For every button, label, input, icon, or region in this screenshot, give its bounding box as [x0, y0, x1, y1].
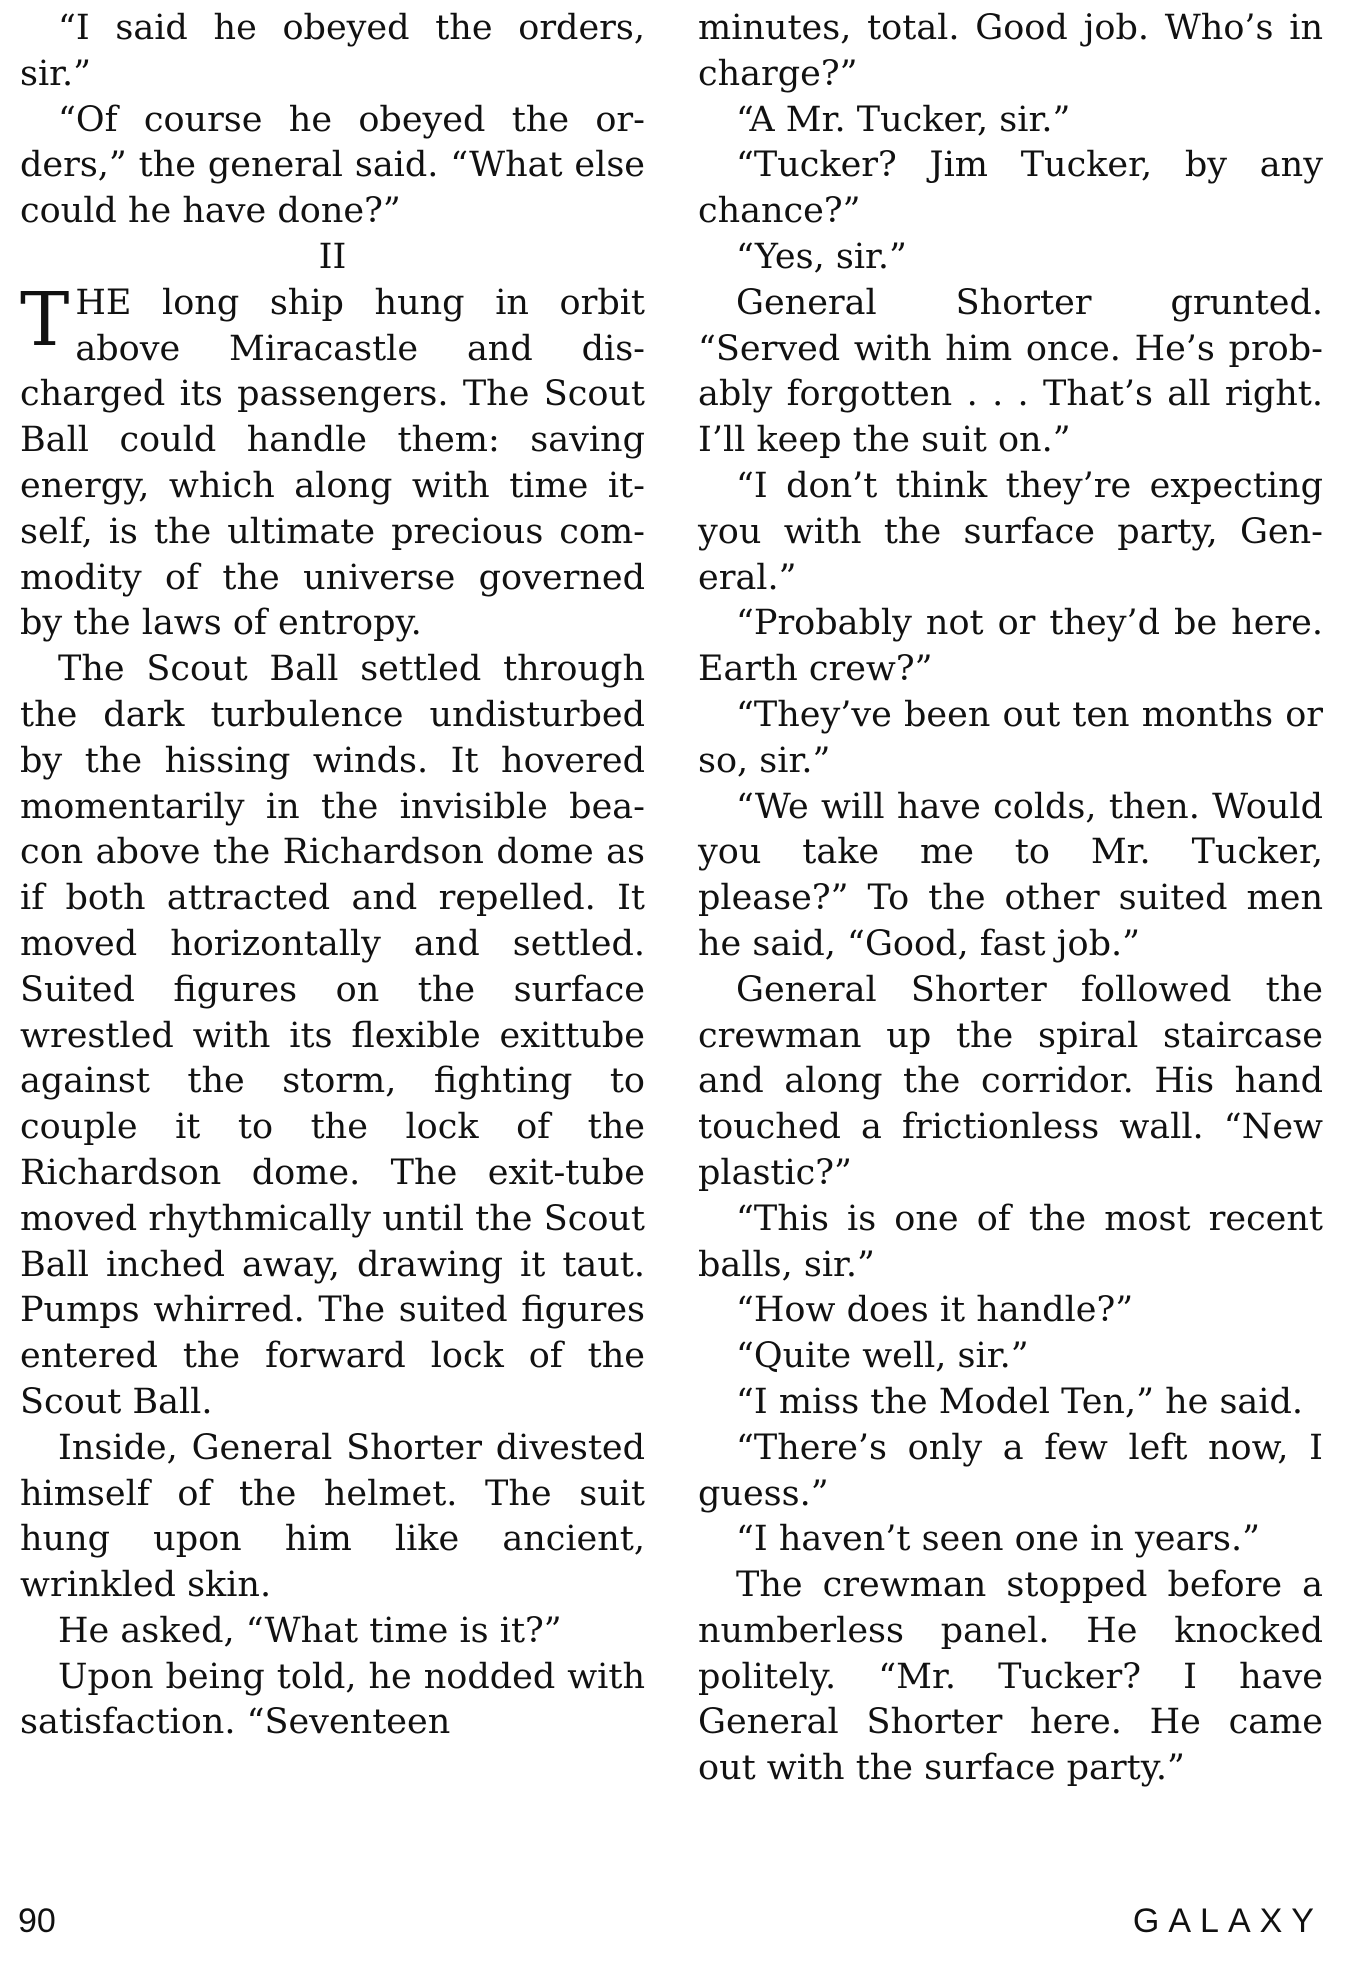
right-column	[698, 6, 1323, 1792]
paragraph-text: HE long ship hung in orbit above Miracastle and discharged its passengers. The Scout Ball could handle them: saving energy, which along with time itself, is the ultimate precious commodity of the universe governed by the laws of entropy.	[20, 282, 645, 644]
paragraph: “I haven’t seen one in years.”	[736, 1519, 1261, 1560]
paragraph: “Of course he obeyed the orders,” the general said. “What else could he have done?”	[20, 99, 645, 232]
paragraph: “How does it handle?”	[736, 1290, 1134, 1331]
paragraph: “I miss the Model Ten,” he said.	[736, 1381, 1304, 1422]
paragraph: “Tucker? Jim Tucker, by any chance?”	[698, 145, 1323, 232]
paragraph: “Yes, sir.”	[736, 236, 907, 277]
paragraph: The Scout Ball settled through the dark turbulence undisturbed by the hissing winds. It hovered momentarily in the invisible beacon above the Richardson dome as if both attracted and repelled. It moved horizontally and settled. Suited figures on the surface wrestled with its flexible exittube against the storm, fighting to couple it to the lock of the Richardson dome. The exit-tube moved rhythmically until the Scout Ball inched away, drawing it taut. Pumps whirred. The suited figures entered the forward lock of the Scout Ball.	[20, 649, 645, 1422]
paragraph: minutes, total. Good job. Who’s in charge?”	[698, 8, 1323, 94]
paragraph: General Shorter grunted. “Served with him once. He’s probably forgotten . . . That’s all right. I’ll keep the suit on.”	[698, 282, 1323, 461]
magazine-title: GALAXY	[1132, 1902, 1323, 1940]
paragraph: “Probably not or they’d be here. Earth crew?”	[698, 603, 1323, 690]
paragraph: “I said he obeyed the orders, sir.”	[20, 8, 645, 94]
paragraph: He asked, “What time is it?”	[58, 1610, 562, 1651]
paragraph: “I don’t think they’re expecting you with the surface party, General.”	[698, 465, 1323, 598]
paragraph: “There’s only a few left now, I guess.”	[698, 1427, 1323, 1514]
paragraph: Inside, General Shorter divested himself of the helmet. The suit hung upon him like ancient, wrinkled skin.	[20, 1427, 645, 1606]
paragraph: “Quite well, sir.”	[736, 1336, 1029, 1377]
page-number: 90	[18, 1902, 56, 1940]
section-heading: II	[318, 236, 347, 277]
drop-cap: T	[20, 276, 70, 363]
paragraph: General Shorter followed the crewman up the spiral staircase and along the corridor. His hand touched a frictionless wall. “New plastic?”	[698, 969, 1323, 1193]
left-column	[20, 6, 645, 1746]
paragraph: “We will have colds, then. Would you take me to Mr. Tucker, please?” To the other suited men he said, “Good, fast job.”	[698, 786, 1323, 964]
paragraph: The crewman stopped before a numberless panel. He knocked politely. “Mr. Tucker? I have General Shorter here. He came out with the surface party.”	[698, 1565, 1323, 1789]
paragraph: “A Mr. Tucker, sir.”	[736, 99, 1071, 140]
paragraph: “They’ve been out ten months or so, sir.”	[698, 694, 1323, 781]
paragraph: “This is one of the most recent balls, sir.”	[698, 1198, 1323, 1285]
paragraph-with-dropcap	[20, 276, 645, 647]
paragraph: Upon being told, he nodded with satisfaction. “Seventeen	[20, 1656, 645, 1743]
